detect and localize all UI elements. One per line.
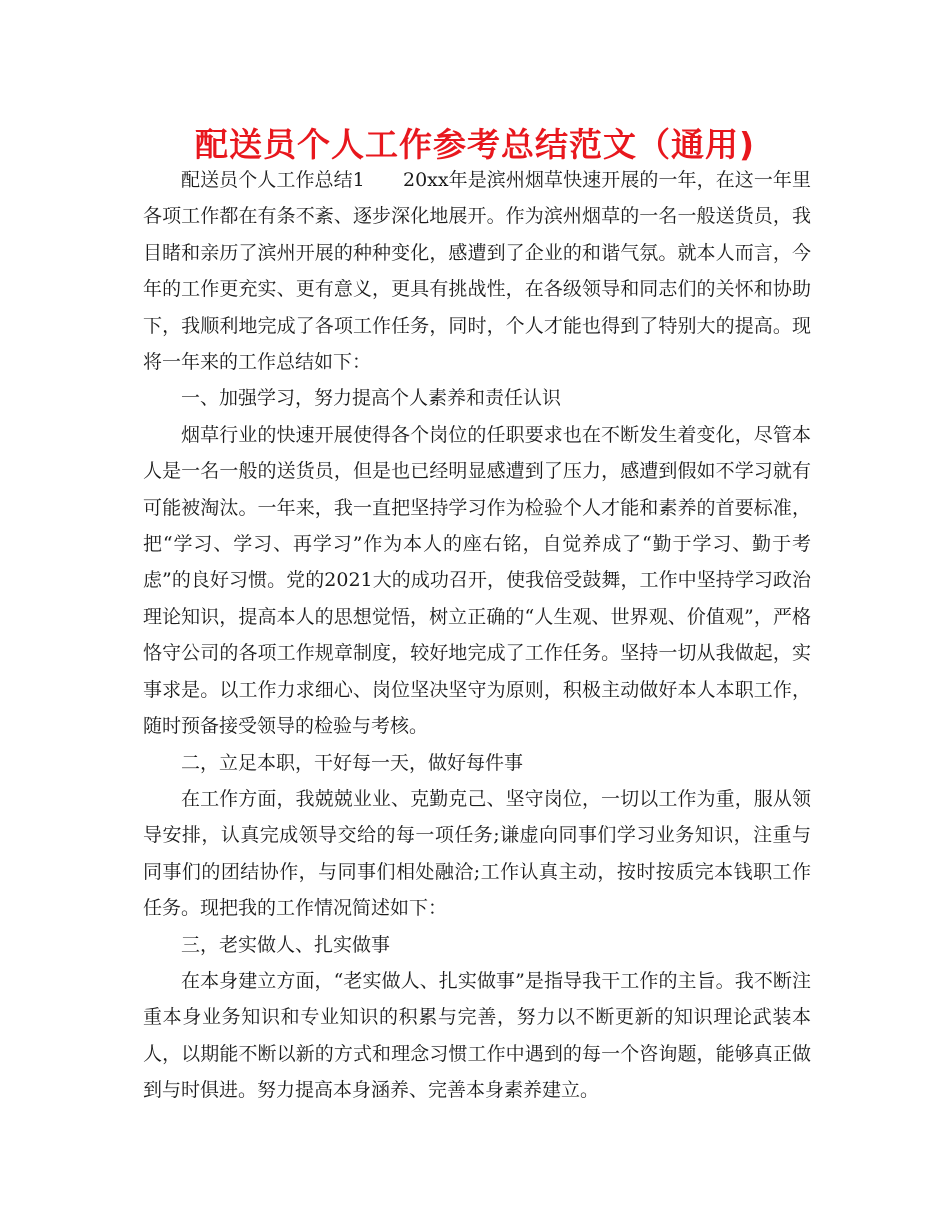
paragraph-intro: 配送员个人工作总结1 20xx年是滨州烟草快速开展的一年，在这一年里各项工作都在有条不紊、逐步深化地展开。作为滨州烟草的一名一般送货员，我目睹和亲历了滨州开展的种种变化，感遭到了企业的和谐气氛。就本人而言，今年的工作更充实、更有意义，更具有挑战性，在各级领导和同志们的关怀和协助下，我顺利地完成了各项工作任务，同时，个人才能也得到了特别大的提高。现将一年来的工作总结如下： bbox=[143, 169, 811, 374]
document-body bbox=[143, 162, 811, 1109]
section-heading-3: 三，老实做人、扎实做事 bbox=[181, 933, 391, 956]
paragraph-section-2: 在工作方面，我兢兢业业、克勤克己、坚守岗位，一切以工作为重，服从领导安排，认真完成领导交给的每一项任务;谦虚向同事们学习业务知识，注重与同事们的团结协作，与同事们相处融洽;工作认真主动，按时按质完本钱职工作任务。现把我的工作情况简述如下： bbox=[143, 787, 811, 920]
section-heading-2: 二，立足本职，干好每一天，做好每件事 bbox=[181, 751, 524, 774]
document-title: 配送员个人工作参考总结范文（通用) bbox=[194, 125, 756, 164]
paragraph-section-1: 烟草行业的快速开展使得各个岗位的任职要求也在不断发生着变化，尽管本人是一名一般的送货员，但是也已经明显感遭到了压力，感遭到假如不学习就有可能被淘汰。一年来，我一直把坚持学习作为检验个人才能和素养的首要标准，把“学习、学习、再学习”作为本人的座右铭，自觉养成了“勤于学习、勤于考虑”的良好习惯。党的2021大的成功召开，使我倍受鼓舞，工作中坚持学习政治理论知识，提高本人的思想觉悟，树立正确的“人生观、世界观、价值观”，严格恪守公司的各项工作规章制度，较好地完成了工作任务。坚持一切从我做起，实事求是。以工作力求细心、岗位坚决坚守为原则，积极主动做好本人本职工作，随时预备接受领导的检验与考核。 bbox=[143, 423, 811, 738]
section-heading-1: 一、加强学习，努力提高个人素养和责任认识 bbox=[181, 387, 562, 410]
paragraph-section-3: 在本身建立方面，“老实做人、扎实做事”是指导我干工作的主旨。我不断注重本身业务知识和专业知识的积累与完善，努力以不断更新的知识理论武装本人，以期能不断以新的方式和理念习惯工作中遇到的每一个咨询题，能够真正做到与时俱进。努力提高本身涵养、完善本身素养建立。 bbox=[143, 969, 811, 1102]
